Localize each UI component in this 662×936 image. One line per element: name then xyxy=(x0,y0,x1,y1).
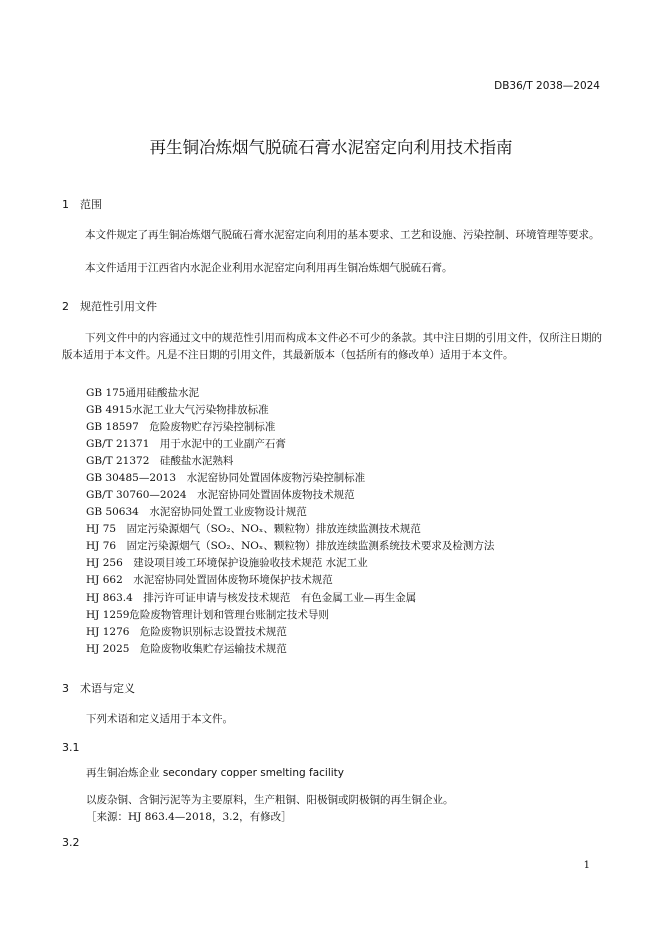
term-number: 3.1 xyxy=(62,741,80,754)
term-source: ［来源：HJ 863.4—2018，3.2，有修改］ xyxy=(86,811,292,823)
section-number: 3 xyxy=(62,682,69,695)
section-number: 2 xyxy=(62,300,69,313)
section-number: 1 xyxy=(62,198,69,211)
reference-item: HJ 863.4 排污许可证申请与核发技术规范 有色金属工业—再生金属 xyxy=(86,592,417,604)
reference-item: GB 30485—2013 水泥窑协同处置固体废物污染控制标准 xyxy=(86,472,366,484)
reference-item: HJ 662 水泥窑协同处置固体废物环境保护技术规范 xyxy=(86,574,333,586)
reference-item: GB/T 30760—2024 水泥窑协同处置固体废物技术规范 xyxy=(86,489,355,501)
reference-item: GB 4915水泥工业大气污染物排放标准 xyxy=(86,404,269,416)
section-title: 规范性引用文件 xyxy=(80,300,157,313)
standard-code: DB36/T 2038—2024 xyxy=(494,80,600,92)
section-1-paragraph: 本文件适用于江西省内水泥企业利用水泥窑定向利用再生铜冶炼烟气脱硫石膏。 xyxy=(85,262,453,274)
section-1-paragraph: 本文件规定了再生铜冶炼烟气脱硫石膏水泥窑定向利用的基本要求、工艺和设施、污染控制、环境管理等要求。 xyxy=(85,229,600,241)
reference-item: GB 50634 水泥窑协同处置工业废物设计规范 xyxy=(86,506,307,518)
section-2-intro: 下列文件中的内容通过文中的规范性引用而构成本文件必不可少的条款。其中注日期的引用文件，仅所注日期的版本适用于本文件。凡是不注日期的引用文件，其最新版本（包括所有的修改单）适用于本文件。 xyxy=(62,332,602,361)
term-number: 3.2 xyxy=(62,836,80,849)
term-definition: 以废杂铜、含铜污泥等为主要原料，生产粗铜、阳极铜或阴极铜的再生铜企业。 xyxy=(86,794,454,806)
reference-item: HJ 256 建设项目竣工环境保护设施验收技术规范 水泥工业 xyxy=(86,557,368,569)
reference-item: GB 18597 危险废物贮存污染控制标准 xyxy=(86,421,276,433)
reference-item: GB 175通用硅酸盐水泥 xyxy=(86,387,199,399)
term-title: 再生铜冶炼企业 secondary copper smelting facility xyxy=(86,767,344,779)
page-number: 1 xyxy=(583,860,590,871)
reference-item: HJ 76 固定污染源烟气（SO₂、NOₓ、颗粒物）排放连续监测系统技术要求及检测方法 xyxy=(86,540,495,552)
reference-item: HJ 1276 危险废物识别标志设置技术规范 xyxy=(86,626,287,638)
reference-item: HJ 2025 危险废物收集贮存运输技术规范 xyxy=(86,643,287,655)
section-title: 术语与定义 xyxy=(80,682,135,695)
reference-item: GB/T 21371 用于水泥中的工业副产石膏 xyxy=(86,438,286,450)
reference-item: HJ 1259危险废物管理计划和管理台账制定技术导则 xyxy=(86,609,329,621)
section-title: 范围 xyxy=(80,198,102,211)
section-2-heading xyxy=(62,298,157,314)
section-3-heading xyxy=(62,680,135,696)
reference-item: HJ 75 固定污染源烟气（SO₂、NOₓ、颗粒物）排放连续监测技术规范 xyxy=(86,523,421,535)
reference-item: GB/T 21372 硅酸盐水泥熟料 xyxy=(86,455,234,467)
document-title: 再生铜冶炼烟气脱硫石膏水泥窑定向利用技术指南 xyxy=(149,138,513,157)
section-1-heading xyxy=(62,196,102,212)
section-3-intro: 下列术语和定义适用于本文件。 xyxy=(86,713,233,725)
